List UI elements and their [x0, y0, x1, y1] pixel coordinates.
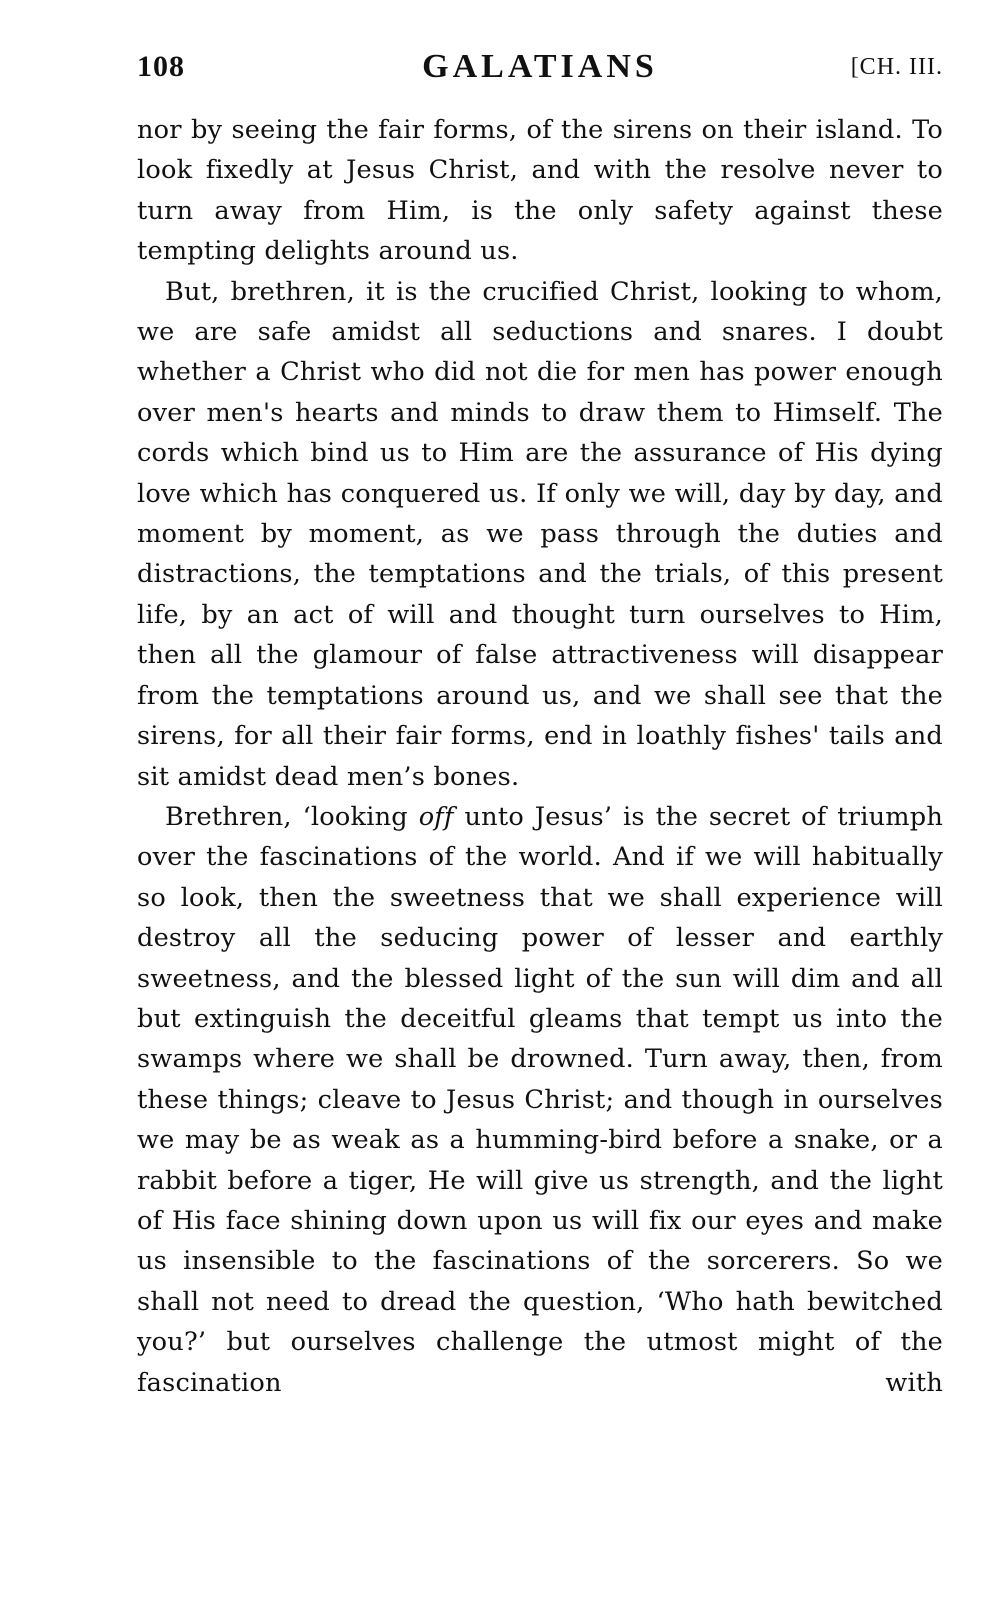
chapter-reference: [CH. III.: [850, 54, 943, 80]
paragraph-1: nor by seeing the fair forms, of the sirens on their island. To look fixedly at Jesus Christ, and with the resolve never to turn away from Him, is the only safety against these tempting delights around us.: [137, 115, 943, 267]
paragraph-3-rest: unto Jesus’ is the secret of triumph over the fascinations of the world. And if we will habitually so look, then the sweetness that we shall experience will destroy all the seducing power of lesser and earthly sweetness, and the blessed light of the sun will dim and all but extinguish the deceitful gleams that tempt us into the swamps where we shall be drowned. Turn away, then, from these things; cleave to Jesus Christ; and though in ourselves we may be as weak as a humming-bird before a snake, or a rabbit before a tiger, He will give us strength, and the light of His face shining down upon us will fix our eyes and make us insensible to the fascinations of the sorcerers. So we shall not need to dread the question, ‘Who hath bewitched you?’ but ourselves challenge the utmost might of the fascination with: [137, 801, 943, 1398]
body-text: [137, 110, 943, 1403]
italic-word: off: [418, 801, 454, 832]
book-page: [137, 40, 943, 1403]
paragraph-3: [137, 797, 943, 1403]
paragraph-2: But, brethren, it is the crucified Christ, looking to whom, we are safe amidst all seductions and snares. I doubt whether a Christ who did not die for men has power enough over men's hearts and minds to draw them to Himself. The cords which bind us to Him are the assurance of His dying love which has conquered us. If only we will, day by day, and moment by moment, as we pass through the duties and distractions, the temptations and the trials, of this present life, by an act of will and thought turn ourselves to Him, then all the glamour of false attractiveness will disappear from the temptations around us, and we shall see that the sirens, for all their fair forms, end in loathly fishes' tails and sit amidst dead men’s bones.: [137, 276, 943, 792]
paragraph-3-start: Brethren, ‘looking: [165, 801, 419, 832]
running-header: [137, 40, 943, 110]
running-title: GALATIANS: [422, 48, 658, 85]
page-number: 108: [137, 50, 185, 83]
